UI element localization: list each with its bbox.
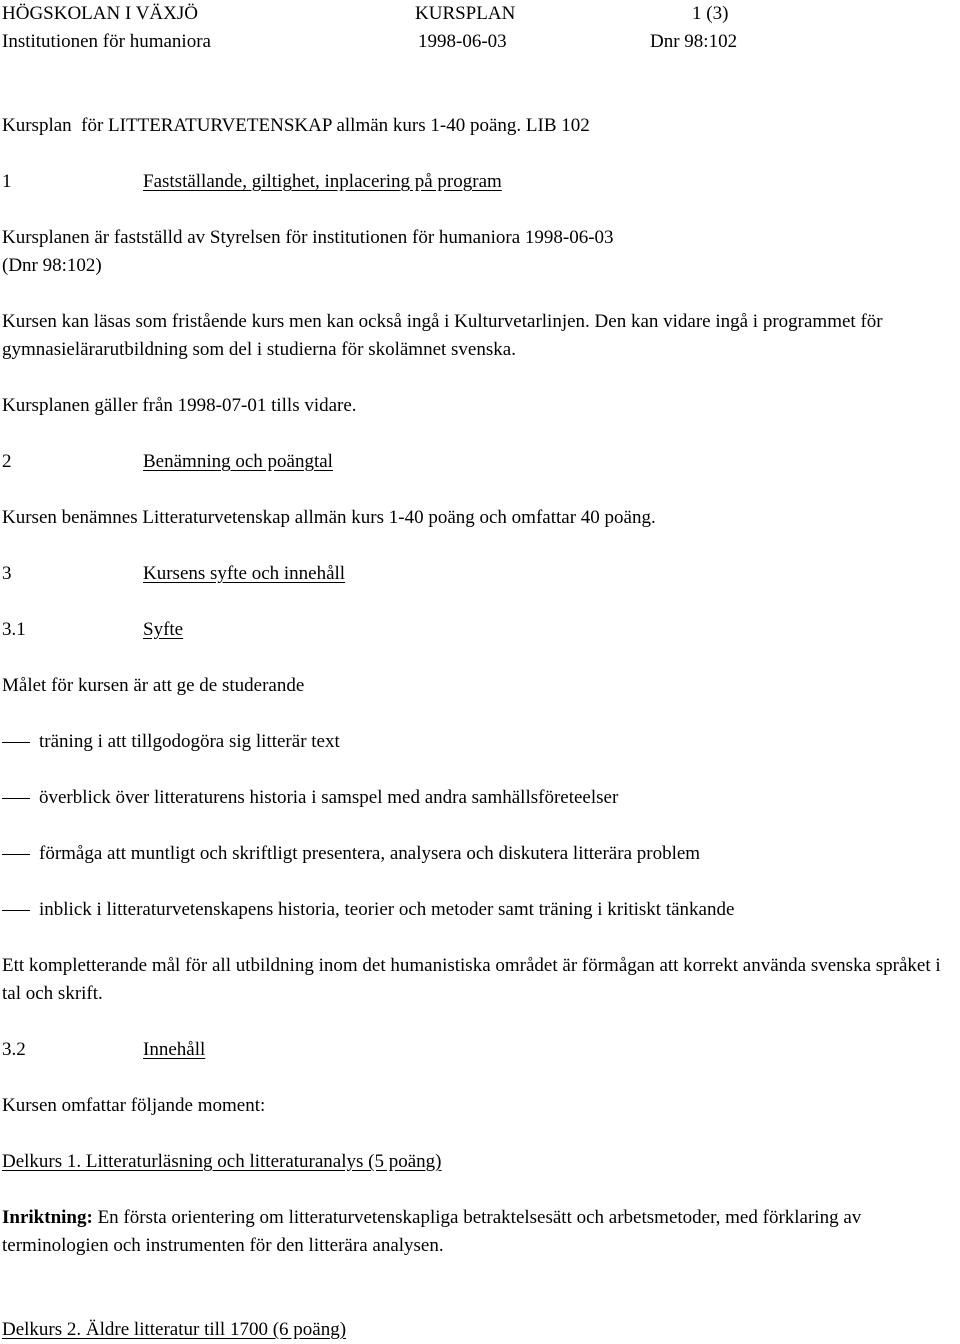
diary-number: Dnr 98:102 [650,31,738,52]
section-2-number: 2 [2,451,12,472]
section-3-heading: Kursens syfte och innehåll [143,563,346,584]
section-1-para-1-line-2: (Dnr 98:102) [2,255,102,276]
delkurs-1-title: Delkurs 1. Litteraturläsning och litteraturanalys (5 poäng) [2,1151,442,1172]
section-1-heading: Fastställande, giltighet, inplacering på program [143,171,502,192]
section-3-1-intro: Målet för kursen är att ge de studerande [2,675,305,696]
section-1-para-3: Kursplanen gäller från 1998-07-01 tills vidare. [2,395,357,416]
section-1-para-1-line-1: Kursplanen är fastställd av Styrelsen för institutionen för humaniora 1998-06-03 [2,227,614,248]
list-item: träning i att tillgodogöra sig litterär text [39,731,340,752]
delkurs-1-text: En första orientering om litteraturvetenskapliga betraktelsesätt och arbetsmetoder, med förklaring av terminologien och instrumenten för den litterära analysen. [2,1207,867,1256]
section-2-para: Kursen benämnes Litteraturvetenskap allmän kurs 1-40 poäng och omfattar 40 poäng. [2,507,656,528]
page-number: 1 (3) [692,3,729,24]
list-item: överblick över litteraturens historia i samspel med andra samhällsföreteelser [39,787,619,808]
document-title: Kursplan för LITTERATURVETENSKAP allmän kurs 1-40 poäng. LIB 102 [2,115,590,136]
delkurs-2-title: Delkurs 2. Äldre litteratur till 1700 (6 poäng) [2,1319,347,1340]
section-3-2-intro: Kursen omfattar följande moment: [2,1095,266,1116]
list-dash [2,742,30,743]
delkurs-1-description [2,1204,958,1260]
section-1-number: 1 [2,171,12,192]
section-3-2-number: 3.2 [2,1039,26,1060]
list-dash [2,910,30,911]
section-3-2-heading: Innehåll [143,1039,206,1060]
department-name: Institutionen för humaniora [2,31,211,52]
section-3-1-heading: Syfte [143,619,184,640]
list-dash [2,798,30,799]
section-2-heading: Benämning och poängtal [143,451,333,472]
section-3-1-closing: Ett kompletterande mål för all utbildning inom det humanistiska området är förmågan att korrekt använda svenska språket i tal och skrift. [2,955,941,1004]
delkurs-1-label: Inriktning: [2,1207,93,1228]
header-date: 1998-06-03 [418,31,507,52]
list-item: inblick i litteraturvetenskapens historia, teorier och metoder samt träning i kritiskt tänkande [39,899,735,920]
section-3-1-number: 3.1 [2,619,26,640]
section-1-para-2: Kursen kan läsas som fristående kurs men kan också ingå i Kulturvetarlinjen. Den kan vidare ingå i programmet för gymnasielärarutbildning som del i studierna för skolämnet svenska. [2,311,883,360]
section-3-number: 3 [2,563,12,584]
school-name: HÖGSKOLAN I VÄXJÖ [2,3,198,24]
doc-type: KURSPLAN [415,3,516,24]
list-item: förmåga att muntligt och skriftligt presentera, analysera och diskutera litterära problem [39,843,701,864]
list-dash [2,854,30,855]
